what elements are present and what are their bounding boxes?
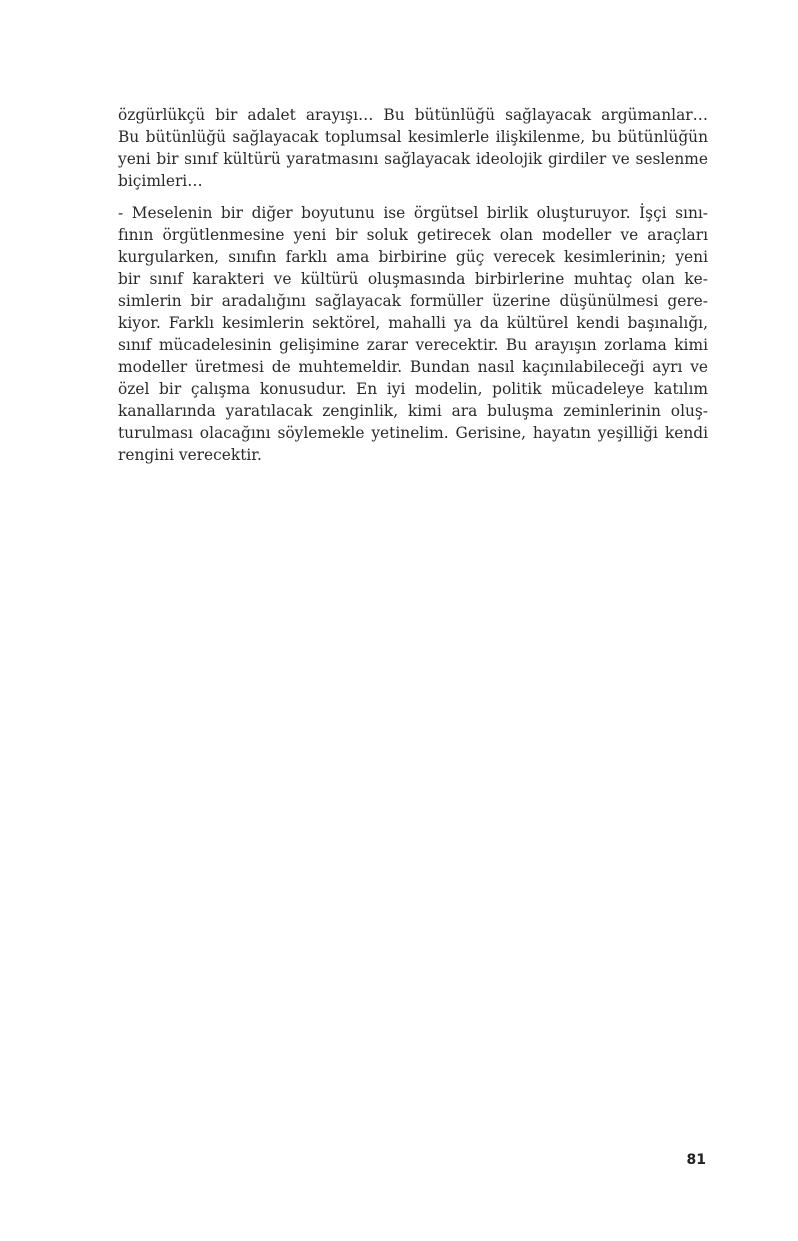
text-line: rengini verecektir. [118,446,262,464]
text-line: kanallarında yaratılacak zenginlik, kimi ara buluşma zeminlerinin oluş- [118,402,708,420]
text-line: fının örgütlenmesine yeni bir soluk getirecek olan modeller ve araçları [118,226,708,244]
text-line: özgürlükçü bir adalet arayışı… Bu bütünlüğü sağlayacak argümanlar… [118,106,708,124]
text-line: Bu bütünlüğü sağlayacak toplumsal kesimlerle ilişkilenme, bu bütünlüğün [118,128,708,146]
text-line: - Meselenin bir diğer boyutunu ise örgütsel birlik oluşturuyor. İşçi sını- [118,204,708,222]
text-line: modeller üretmesi de muhtemeldir. Bundan nasıl kaçınılabileceği ayrı ve [118,358,708,376]
paragraph-2 [118,202,708,466]
body-text [118,104,708,466]
text-line: özel bir çalışma konusudur. En iyi modelin, politik mücadeleye katılım [118,380,708,398]
paragraph-1 [118,104,708,192]
text-line: simlerin bir aradalığını sağlayacak formüller üzerine düşünülmesi gere- [118,292,708,310]
text-line: sınıf mücadelesinin gelişimine zarar verecektir. Bu arayışın zorlama kimi [118,336,708,354]
text-line: kiyor. Farklı kesimlerin sektörel, mahalli ya da kültürel kendi başınalığı, [118,314,708,332]
paragraph-spacer [118,192,708,202]
text-line: turulması olacağını söylemekle yetinelim. Gerisine, hayatın yeşilliği kendi [118,424,708,442]
text-line: biçimleri… [118,172,203,190]
text-line: yeni bir sınıf kültürü yaratmasını sağlayacak ideolojik girdiler ve seslenme [118,150,708,168]
text-line: kurgularken, sınıfın farklı ama birbirine güç verecek kesimlerinin; yeni [118,248,708,266]
page-number: 81 [686,1152,706,1168]
text-line: bir sınıf karakteri ve kültürü oluşmasında birbirlerine muhtaç olan ke- [118,270,708,288]
